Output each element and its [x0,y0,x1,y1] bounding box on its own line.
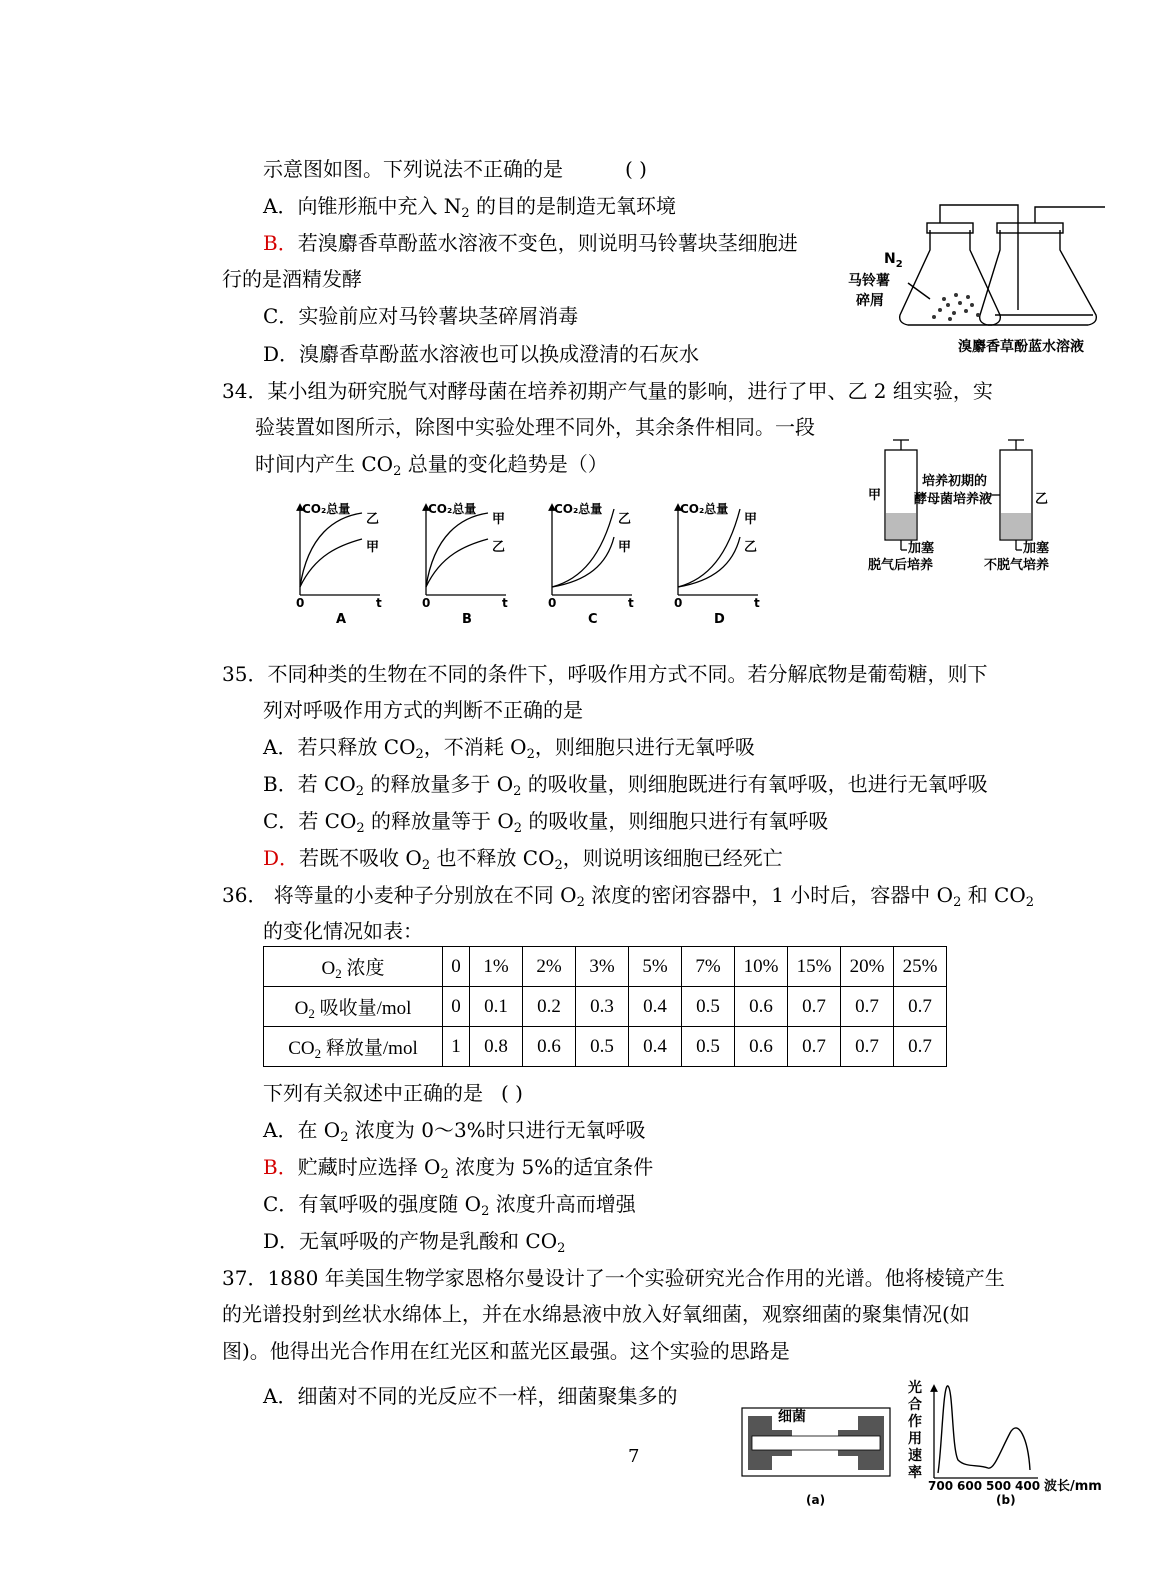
fig-b-label: (b) [996,1493,1016,1507]
plug-label-right: 加塞 [1023,541,1050,556]
table-cell: 0.1 [470,987,523,1027]
origin-label: 0 [674,596,683,610]
potato-label-1: 马铃薯 [848,273,890,289]
o2-data-table [263,946,947,1067]
table-cell: 0.7 [894,1027,947,1067]
q35-option-c: C．若 $CO_2$ 的释放量等于 $O_2$ 的吸收量，则细胞只进行有氧呼吸 [263,809,829,836]
q37-line-3: 图)。他得出光合作用在红光区和蓝光区最强。这个实验的思路是 [222,1339,790,1363]
q35-line-1: 35．不同种类的生物在不同的条件下，呼吸作用方式不同。若分解底物是葡萄糖，则下 [222,662,988,686]
q34-line-1: 34．某小组为研究脱气对酵母菌在培养初期产气量的影响，进行了甲、乙 2 组实验，实 [222,379,993,403]
curve-bottom-label: 甲 [366,540,380,555]
curve-top-label: 甲 [492,512,506,527]
svg-text:N2: $N_2$ [884,251,903,270]
table-cell: 0.7 [788,987,841,1027]
table-cell: 0.7 [788,1027,841,1067]
table-row [264,987,947,1027]
table-cell: 3% [576,947,629,987]
q33-stem: 示意图如图。下列说法不正确的是 ( ) [263,157,647,181]
origin-label: 0 [548,596,557,610]
culture-label-1: 培养初期的 [922,474,988,489]
page-number: 7 [628,1446,640,1467]
curve-top-label: 甲 [744,512,758,527]
table-row [264,1027,947,1067]
curve-bottom [552,537,614,587]
q34-apparatus-figure [860,435,1070,575]
rate-label-char: 合 [908,1397,922,1413]
fig-a-label: (a) [806,1493,826,1507]
curve-bottom-label: 乙 [744,540,758,555]
origin-label: 0 [296,596,305,610]
q33-option-a: A．向锥形瓶中充入 $N_2$ 的目的是制造无氧环境 [263,194,676,221]
q35-option-a: A．若只释放 $CO_2$，不消耗 $O_2$，则细胞只进行无氧呼吸 [263,735,755,762]
q35-option-d: D．若既不吸收 $O_2$ 也不释放 $CO_2$，则说明该细胞已经死亡 [263,846,783,873]
wavelength-tick: 700 [928,1479,954,1493]
q33-option-d: D．溴麝香草酚蓝水溶液也可以换成澄清的石灰水 [263,342,700,366]
x-axis-label: t [628,596,634,610]
q36-option-b: B．贮藏时应选择 $O_2$ 浓度为 5%的适宜条件 [263,1155,654,1182]
q33-option-b: B．若溴麝香草酚蓝水溶液不变色，则说明马铃薯块茎细胞进 [263,231,798,255]
table-cell: 1% [470,947,523,987]
q36-line-2: 的变化情况如表： [263,919,423,943]
q34-line-3: 时间内产生 $CO_2$ 总量的变化趋势是（） [255,452,608,479]
q34-graphs [280,495,780,630]
n2-label: N [884,251,896,267]
table-cell: 0.4 [629,987,682,1027]
q37-line-2: 的光谱投射到丝状水绵体上，并在水绵悬液中放入好氧细菌，观察细菌的聚集情况(如 [222,1302,970,1326]
table-cell: 0.6 [735,987,788,1027]
rate-label-char: 速 [908,1448,922,1464]
table-cell: 0.4 [629,1027,682,1067]
potato-label-2: 碎屑 [856,293,884,309]
wavelength-label: 波长/mm [1044,1479,1102,1494]
x-axis-label: t [502,596,508,610]
co2-graph-a [296,501,382,627]
table-cell: 15% [788,947,841,987]
wavelength-tick: 600 [957,1479,983,1493]
not-degassed-label: 不脱气培养 [984,558,1050,573]
table-cell: 1 [443,1027,470,1067]
curve-bottom [678,537,740,587]
bacteria-label: 细菌 [778,1409,806,1425]
curve-bottom-label: 乙 [492,540,506,555]
culture-label-2: 酵母菌培养液 [914,492,993,507]
wavelength-tick: 500 [986,1479,1012,1493]
curve-top [678,509,740,587]
graph-option-label: D [714,612,725,627]
q36-line-1: 36． 将等量的小麦种子分别放在不同 $O_2$ 浓度的密闭容器中，1 小时后，容器中 $O_2$ 和 $CO_2$ [222,883,1035,910]
q33-option-b-cont: 行的是酒精发酵 [222,267,362,291]
table-cell: 5% [629,947,682,987]
curve-top [300,513,362,587]
q35-line-2: 列对呼吸作用方式的判断不正确的是 [263,698,583,722]
y-axis-label: CO₂总量 [680,502,729,516]
table-cell: 0.8 [470,1027,523,1067]
curve-top-label: 乙 [366,512,380,527]
plug-label-left: 加塞 [908,541,935,556]
table-cell: 7% [682,947,735,987]
table-cell: 0.3 [576,987,629,1027]
table-cell: 0.5 [682,1027,735,1067]
q36-ask: 下列有关叙述中正确的是 ( ) [263,1081,523,1105]
curve-top-label: 乙 [618,512,632,527]
yi-label: 乙 [1035,492,1049,507]
q33-flask-figure [830,195,1130,360]
table-cell: 0.6 [735,1027,788,1067]
x-axis-label: t [376,596,382,610]
y-axis-label: CO₂总量 [554,502,603,516]
curve-top [552,509,614,587]
q33-option-c: C．实验前应对马铃薯块茎碎屑消毒 [263,304,579,328]
x-axis-label: t [754,596,760,610]
origin-label: 0 [422,596,431,610]
graph-option-label: B [462,612,472,627]
curve-bottom [426,539,488,587]
curve-bottom-label: 甲 [618,540,632,555]
row-header: $O_2$ 浓度 [264,947,443,987]
rate-label-char: 作 [908,1414,922,1430]
table-cell: 0.7 [841,987,894,1027]
curve-top [426,513,488,587]
rate-label-char: 率 [908,1465,922,1481]
y-axis-label: CO₂总量 [302,502,351,516]
rate-label-char: 用 [908,1431,922,1447]
q36-option-c: C．有氧呼吸的强度随 $O_2$ 浓度升高而增强 [263,1192,636,1219]
q37-line-1: 37．1880 年美国生物学家恩格尔曼设计了一个实验研究光合作用的光谱。他将棱镜产生 [222,1266,1005,1290]
graph-option-label: A [336,612,347,627]
q36-option-a: A．在 $O_2$ 浓度为 0～3%时只进行无氧呼吸 [263,1118,646,1145]
row-header: $CO_2$ 释放量/mol [264,1027,443,1067]
y-axis-label: CO₂总量 [428,502,477,516]
table-cell: 2% [523,947,576,987]
jia-label: 甲 [868,488,882,503]
table-cell: 25% [894,947,947,987]
table-cell: 0.2 [523,987,576,1027]
table-cell: 0.7 [894,987,947,1027]
table-cell: 0.6 [523,1027,576,1067]
q37-option-a: A．细菌对不同的光反应不一样，细菌聚集多的 [263,1384,678,1408]
wavelength-tick: 400 [1015,1479,1041,1493]
table-cell: 0.7 [841,1027,894,1067]
q35-option-b: B．若 $CO_2$ 的释放量多于 $O_2$ 的吸收量，则细胞既进行有氧呼吸，也进行无氧呼吸 [263,772,988,799]
co2-graph-b [422,501,508,627]
graph-option-label: C [588,612,598,627]
degassed-label: 脱气后培养 [868,558,934,573]
table-cell: 0 [443,947,470,987]
table-cell: 20% [841,947,894,987]
q37-spectrum-figure [738,1378,1118,1513]
co2-graph-d [674,501,760,627]
table-cell: 0.5 [682,987,735,1027]
table-cell: 0.5 [576,1027,629,1067]
table-cell: 10% [735,947,788,987]
solution-label: 溴麝香草酚蓝水溶液 [958,339,1084,355]
rate-label-char: 光 [908,1380,922,1396]
table-cell: 0 [443,987,470,1027]
co2-graph-c [548,501,634,627]
q36-option-d: D．无氧呼吸的产物是乳酸和 $CO_2$ [263,1229,566,1256]
photosynthesis-rate-curve [938,1386,1030,1473]
q34-line-2: 验装置如图所示，除图中实验处理不同外，其余条件相同。一段 [255,415,815,439]
curve-bottom [300,539,362,587]
table-row [264,947,947,987]
row-header: $O_2$ 吸收量/mol [264,987,443,1027]
